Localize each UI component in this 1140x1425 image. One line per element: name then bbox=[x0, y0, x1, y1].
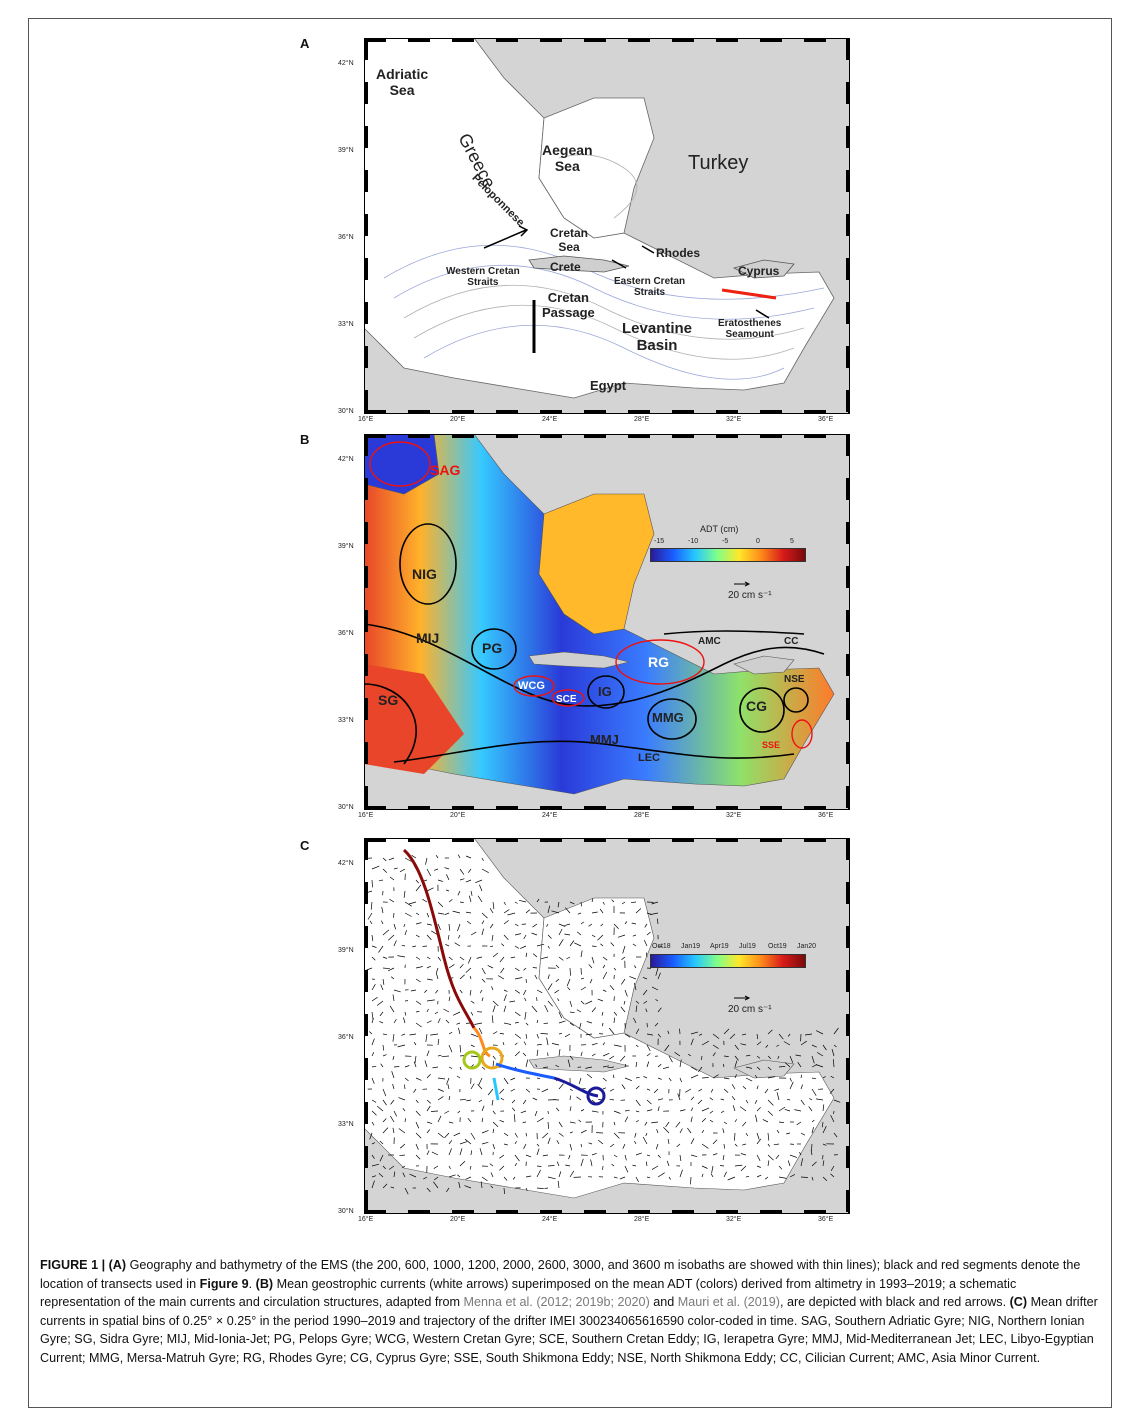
velocity-vector bbox=[636, 1005, 637, 1012]
velocity-vector bbox=[446, 1188, 449, 1192]
label-mij: MIJ bbox=[416, 630, 440, 646]
velocity-vector bbox=[812, 1162, 817, 1166]
lat-tick-label: 30°N bbox=[338, 408, 354, 415]
time-colorbar-tick: Oct18 bbox=[652, 943, 671, 950]
velocity-vector bbox=[724, 1144, 725, 1149]
lat-tick-label: 36°N bbox=[338, 234, 354, 241]
panel-c-drifter-map bbox=[364, 838, 850, 1214]
panel-b-letter: B bbox=[300, 432, 310, 447]
panel-c-map-svg bbox=[364, 838, 850, 1214]
velocity-vector bbox=[691, 1032, 698, 1034]
velocity-vector bbox=[644, 1001, 648, 1004]
velocity-vector bbox=[833, 1059, 834, 1067]
velocity-vector bbox=[790, 1174, 795, 1177]
velocity-vector bbox=[403, 1173, 405, 1177]
velocity-vector bbox=[658, 973, 661, 979]
label-cg: CG bbox=[746, 698, 767, 714]
label-eastern-cretan-straits: Eastern Cretan Straits bbox=[614, 276, 686, 298]
lon-tick-label: 24°E bbox=[542, 812, 558, 819]
lon-tick-label: 28°E bbox=[634, 812, 650, 819]
label-peloponnese: Peloponnese bbox=[469, 172, 527, 229]
caption-b: (B) bbox=[255, 1276, 274, 1291]
adt-colorbar-tick: -15 bbox=[654, 538, 665, 545]
label-amc: AMC bbox=[698, 636, 721, 647]
lon-tick-label: 28°E bbox=[634, 416, 650, 423]
caption-lead: FIGURE 1 | (A) bbox=[40, 1258, 127, 1272]
caption-part-b2: , are depicted with black and red arrows. bbox=[779, 1295, 1010, 1309]
velocity-vector bbox=[784, 1042, 790, 1046]
velocity-vector bbox=[658, 1008, 661, 1012]
velocity-vector bbox=[801, 1158, 803, 1166]
velocity-vector bbox=[691, 1177, 692, 1184]
velocity-vector bbox=[680, 1029, 681, 1034]
lat-tick-label: 30°N bbox=[338, 804, 354, 811]
velocity-vector bbox=[657, 919, 658, 924]
lon-tick-label: 36°E bbox=[818, 416, 834, 423]
velocity-vector bbox=[636, 1029, 639, 1034]
velocity-vector bbox=[757, 1056, 760, 1058]
caption-figure9-ref[interactable]: Figure 9 bbox=[199, 1276, 249, 1291]
time-colorbar-tick: Jan20 bbox=[797, 943, 817, 950]
velocity-vector bbox=[675, 1052, 680, 1056]
label-greece: Greece bbox=[454, 130, 500, 192]
velocity-vector bbox=[656, 999, 659, 1001]
velocity-vector bbox=[812, 1045, 817, 1047]
panel-a-letter: A bbox=[300, 36, 310, 51]
velocity-vector bbox=[823, 1045, 826, 1050]
adt-colorbar-tick: -5 bbox=[722, 538, 729, 545]
figure-caption bbox=[40, 1256, 1100, 1367]
velocity-vector bbox=[636, 1001, 639, 1004]
velocity-vector bbox=[766, 1045, 768, 1048]
caption-sep: . bbox=[248, 1276, 256, 1291]
caption-part-b: Mean geostrophic currents (white arrows) superimposed on the mean ADT (colors) derived from altimetry in 1993–2019; a schematic representation of the main currents and circulation structures, adapted from bbox=[40, 1276, 1017, 1309]
velocity-vector bbox=[665, 1045, 669, 1051]
lon-tick-label: 32°E bbox=[726, 416, 742, 423]
lat-tick-label: 39°N bbox=[338, 147, 354, 154]
velocity-vector bbox=[652, 987, 658, 990]
label-sse: SSE bbox=[762, 740, 781, 750]
label-levantine-basin: Levantine Basin bbox=[622, 320, 693, 354]
velocity-vector bbox=[410, 1174, 417, 1177]
velocity-vector bbox=[643, 977, 647, 979]
velocity-vector bbox=[394, 913, 395, 918]
velocity-vector bbox=[491, 1186, 493, 1188]
velocity-vector bbox=[655, 1023, 658, 1026]
adt-colorbar-tick: 5 bbox=[790, 538, 794, 545]
velocity-vector bbox=[823, 1076, 826, 1078]
velocity-vector bbox=[768, 1056, 771, 1059]
velocity-vector bbox=[713, 1045, 719, 1049]
velocity-vector bbox=[805, 1034, 812, 1035]
lon-tick-label: 16°E bbox=[358, 416, 374, 423]
velocity-vector bbox=[831, 1115, 834, 1122]
lat-tick-label: 36°N bbox=[338, 1034, 354, 1041]
label-aegean-sea: Aegean Sea bbox=[542, 142, 593, 174]
label-cc: CC bbox=[784, 636, 799, 647]
panel-a-bathymetry-map bbox=[364, 38, 850, 414]
velocity-vector bbox=[746, 1055, 750, 1056]
label-ig: IG bbox=[598, 684, 612, 699]
label-cretan-passage: Cretan Passage bbox=[542, 290, 595, 320]
velocity-vector bbox=[379, 1173, 383, 1177]
lon-tick-label: 24°E bbox=[542, 1216, 558, 1223]
label-adriatic-sea: Adriatic Sea bbox=[376, 66, 429, 98]
velocity-vector bbox=[647, 1034, 653, 1035]
lon-tick-label: 16°E bbox=[358, 812, 374, 819]
scale-label-b: 20 cm s⁻¹ bbox=[728, 590, 772, 601]
label-western-cretan-straits: Western Cretan Straits bbox=[446, 266, 520, 288]
velocity-vector bbox=[796, 1055, 802, 1056]
velocity-vector bbox=[702, 1078, 709, 1079]
velocity-vector bbox=[823, 1126, 826, 1133]
velocity-vector bbox=[383, 1184, 387, 1188]
velocity-vector bbox=[823, 1160, 824, 1166]
lat-tick-label: 39°N bbox=[338, 947, 354, 954]
lat-tick-label: 39°N bbox=[338, 543, 354, 550]
lon-tick-label: 24°E bbox=[542, 416, 558, 423]
velocity-vector bbox=[570, 902, 574, 904]
velocity-vector bbox=[551, 911, 559, 913]
label-nse: NSE bbox=[784, 674, 805, 685]
velocity-vector bbox=[713, 1052, 716, 1056]
velocity-vector bbox=[431, 1111, 438, 1112]
lon-tick-label: 20°E bbox=[450, 1216, 466, 1223]
label-mmg: MMG bbox=[652, 710, 684, 725]
velocity-vector bbox=[823, 1177, 827, 1181]
label-egypt: Egypt bbox=[590, 378, 627, 393]
adt-colorbar-tick: 0 bbox=[756, 538, 760, 545]
velocity-vector bbox=[834, 1100, 840, 1102]
label-turkey: Turkey bbox=[688, 152, 749, 174]
lon-tick-label: 16°E bbox=[358, 1216, 374, 1223]
velocity-vector bbox=[757, 1042, 761, 1045]
velocity-vector bbox=[372, 1181, 375, 1188]
time-colorbar-tick: Oct19 bbox=[768, 943, 787, 950]
panel-b-adt-map bbox=[364, 434, 850, 810]
velocity-vector bbox=[742, 1034, 746, 1035]
caption-c: (C) bbox=[1009, 1295, 1028, 1309]
time-colorbar-tick: Jan19 bbox=[681, 943, 701, 950]
velocity-vector bbox=[735, 1061, 737, 1067]
velocity-vector bbox=[812, 1144, 813, 1151]
velocity-vector bbox=[394, 1172, 395, 1177]
velocity-vector bbox=[391, 1187, 394, 1188]
panel-a-map-svg bbox=[364, 38, 850, 414]
citation-mauri[interactable]: Mauri et al. (2019) bbox=[677, 1295, 780, 1309]
lat-tick-label: 30°N bbox=[338, 1208, 354, 1215]
lon-tick-label: 28°E bbox=[634, 1216, 650, 1223]
velocity-vector bbox=[372, 1176, 376, 1177]
velocity-vector bbox=[423, 946, 428, 947]
velocity-vector bbox=[816, 1031, 823, 1034]
velocity-vector bbox=[570, 968, 571, 976]
label-crete: Crete bbox=[550, 260, 581, 274]
adt-colorbar-title: ADT (cm) bbox=[700, 524, 739, 534]
velocity-vector bbox=[372, 1164, 379, 1166]
velocity-vector bbox=[834, 1133, 837, 1137]
lat-tick-label: 33°N bbox=[338, 321, 354, 328]
velocity-vector bbox=[834, 1028, 838, 1034]
velocity-vector bbox=[730, 1034, 735, 1039]
velocity-vector bbox=[757, 1034, 758, 1039]
velocity-vector bbox=[817, 1052, 823, 1056]
velocity-vector bbox=[433, 1182, 438, 1188]
velocity-vector bbox=[776, 1045, 779, 1047]
adt-colorbar bbox=[650, 548, 806, 562]
velocity-vector bbox=[405, 1188, 408, 1194]
citation-menna[interactable]: Menna et al. (2012; 2019b; 2020) bbox=[463, 1295, 650, 1309]
label-cyprus: Cyprus bbox=[738, 264, 780, 278]
panel-c-letter: C bbox=[300, 838, 310, 853]
velocity-vector bbox=[834, 1045, 837, 1047]
scale-label-c: 20 cm s⁻¹ bbox=[728, 1004, 772, 1015]
velocity-vector bbox=[668, 1031, 669, 1034]
velocity-vector bbox=[823, 1144, 826, 1145]
label-wcg: WCG bbox=[518, 680, 545, 692]
label-eratosthenes-seamount: Eratosthenes Seamount bbox=[718, 318, 782, 340]
label-mmj: MMJ bbox=[590, 732, 619, 747]
lat-tick-label: 42°N bbox=[338, 860, 354, 867]
lon-tick-label: 20°E bbox=[450, 812, 466, 819]
velocity-vector bbox=[383, 1166, 386, 1169]
lon-tick-label: 32°E bbox=[726, 1216, 742, 1223]
velocity-vector bbox=[801, 1177, 808, 1178]
lat-tick-label: 33°N bbox=[338, 717, 354, 724]
lon-tick-label: 32°E bbox=[726, 812, 742, 819]
panel-b-map-svg bbox=[364, 434, 850, 810]
velocity-vector bbox=[656, 968, 658, 976]
velocity-vector bbox=[816, 1065, 823, 1068]
label-sag: SAG bbox=[430, 462, 461, 478]
velocity-vector bbox=[372, 880, 373, 887]
velocity-vector bbox=[798, 1062, 801, 1067]
velocity-vector bbox=[380, 1155, 383, 1161]
velocity-vector bbox=[724, 1029, 729, 1034]
velocity-vector bbox=[812, 1177, 813, 1180]
velocity-vector bbox=[735, 1045, 739, 1050]
label-cretan-sea: Cretan Sea bbox=[550, 226, 589, 254]
velocity-vector bbox=[434, 1177, 438, 1180]
velocity-vector bbox=[713, 1034, 719, 1039]
velocity-vector bbox=[830, 1089, 834, 1094]
caption-part-a: Geography and bathymetry of the EMS (the 200, 600, 1000, 1200, 2000, 2600, 3000, and 3600 m isobaths are showed with thin lines); black and red segments denote the location of transects used in bbox=[40, 1258, 1081, 1291]
adt-colorbar-tick: -10 bbox=[688, 538, 699, 545]
lon-tick-label: 36°E bbox=[818, 1216, 834, 1223]
time-colorbar bbox=[650, 954, 806, 968]
velocity-vector bbox=[691, 1039, 693, 1045]
velocity-vector bbox=[811, 1150, 812, 1155]
velocity-vector bbox=[688, 1054, 691, 1056]
velocity-vector bbox=[699, 1034, 702, 1035]
velocity-vector bbox=[788, 1034, 790, 1037]
velocity-vector bbox=[537, 1166, 541, 1167]
velocity-vector bbox=[822, 1122, 823, 1127]
velocity-vector bbox=[831, 1166, 834, 1171]
velocity-vector bbox=[723, 1064, 724, 1067]
velocity-vector bbox=[812, 1056, 814, 1063]
velocity-vector bbox=[372, 1143, 375, 1144]
lat-tick-label: 33°N bbox=[338, 1121, 354, 1128]
lat-tick-label: 36°N bbox=[338, 630, 354, 637]
caption-and: and bbox=[649, 1295, 678, 1309]
velocity-vector bbox=[720, 1166, 724, 1167]
velocity-vector bbox=[465, 1186, 472, 1188]
velocity-vector bbox=[643, 990, 647, 995]
velocity-vector bbox=[427, 1188, 430, 1192]
lat-tick-label: 42°N bbox=[338, 456, 354, 463]
label-rhodes: Rhodes bbox=[656, 246, 701, 260]
label-sg: SG bbox=[378, 692, 399, 708]
velocity-vector bbox=[548, 1166, 555, 1167]
velocity-vector bbox=[702, 1041, 709, 1045]
velocity-vector bbox=[832, 1049, 834, 1056]
velocity-vector bbox=[646, 1009, 647, 1012]
label-nig: NIG bbox=[412, 566, 437, 582]
velocity-vector bbox=[701, 1056, 702, 1060]
velocity-vector bbox=[592, 946, 597, 947]
velocity-vector bbox=[768, 1030, 772, 1034]
velocity-vector bbox=[548, 906, 550, 913]
velocity-vector bbox=[633, 1018, 636, 1023]
velocity-vector bbox=[740, 1044, 746, 1045]
velocity-vector bbox=[650, 913, 658, 915]
velocity-vector bbox=[801, 1041, 807, 1045]
velocity-vector bbox=[523, 1122, 526, 1123]
velocity-vector bbox=[779, 1034, 783, 1039]
velocity-vector bbox=[504, 1188, 505, 1194]
velocity-vector bbox=[558, 902, 559, 907]
label-pg: PG bbox=[482, 640, 503, 656]
velocity-vector bbox=[658, 1034, 661, 1037]
velocity-vector bbox=[790, 1056, 793, 1063]
velocity-vector bbox=[831, 1174, 835, 1177]
velocity-vector bbox=[724, 1056, 729, 1057]
velocity-vector bbox=[526, 979, 527, 983]
lon-tick-label: 36°E bbox=[818, 812, 834, 819]
label-rg: RG bbox=[648, 654, 669, 670]
velocity-vector bbox=[831, 1076, 834, 1078]
velocity-vector bbox=[545, 1188, 549, 1189]
velocity-vector bbox=[537, 899, 539, 902]
velocity-vector bbox=[394, 1067, 399, 1068]
velocity-vector bbox=[459, 1182, 460, 1188]
time-colorbar-tick: Jul19 bbox=[739, 943, 756, 950]
velocity-vector bbox=[533, 968, 537, 969]
velocity-vector bbox=[735, 1056, 739, 1060]
lat-tick-label: 42°N bbox=[338, 60, 354, 67]
lon-tick-label: 20°E bbox=[450, 416, 466, 423]
time-colorbar-tick: Apr19 bbox=[710, 943, 729, 950]
label-sce: SCE bbox=[556, 694, 577, 705]
velocity-vector bbox=[423, 1177, 427, 1179]
label-lec: LEC bbox=[638, 752, 660, 764]
velocity-vector bbox=[778, 1056, 779, 1059]
velocity-vector bbox=[389, 1166, 394, 1170]
caption-part-c: Mean drifter currents in spatial bins of 0.25° × 0.25° in the period 1990–2019 and trajectory of the drifter IMEI 300234065616590 color-coded in time. SAG, Southern Adriatic Gyre; NIG, Northern Ionian Gyre; SG, Sidra Gyre; MIJ, Mid-Ionia-Jet; PG, Pelops Gyre; WCG, Western Cretan Gyre; SCE, Southern Cretan Eddy; IG, Ierapetra Gyre; MMJ, Mid-Mediterranean Jet; LEC, Libyo-Egyptian Current; MMG, Mersa-Matruh Gyre; RG, Rhodes Gyre; CG, Cyprus Gyre; SSE, South Shikmona Eddy; NSE, North Shikmona Eddy; CC, Cilician Current; AMC, Asia Minor Current. bbox=[40, 1295, 1098, 1365]
velocity-vector bbox=[372, 1155, 375, 1159]
